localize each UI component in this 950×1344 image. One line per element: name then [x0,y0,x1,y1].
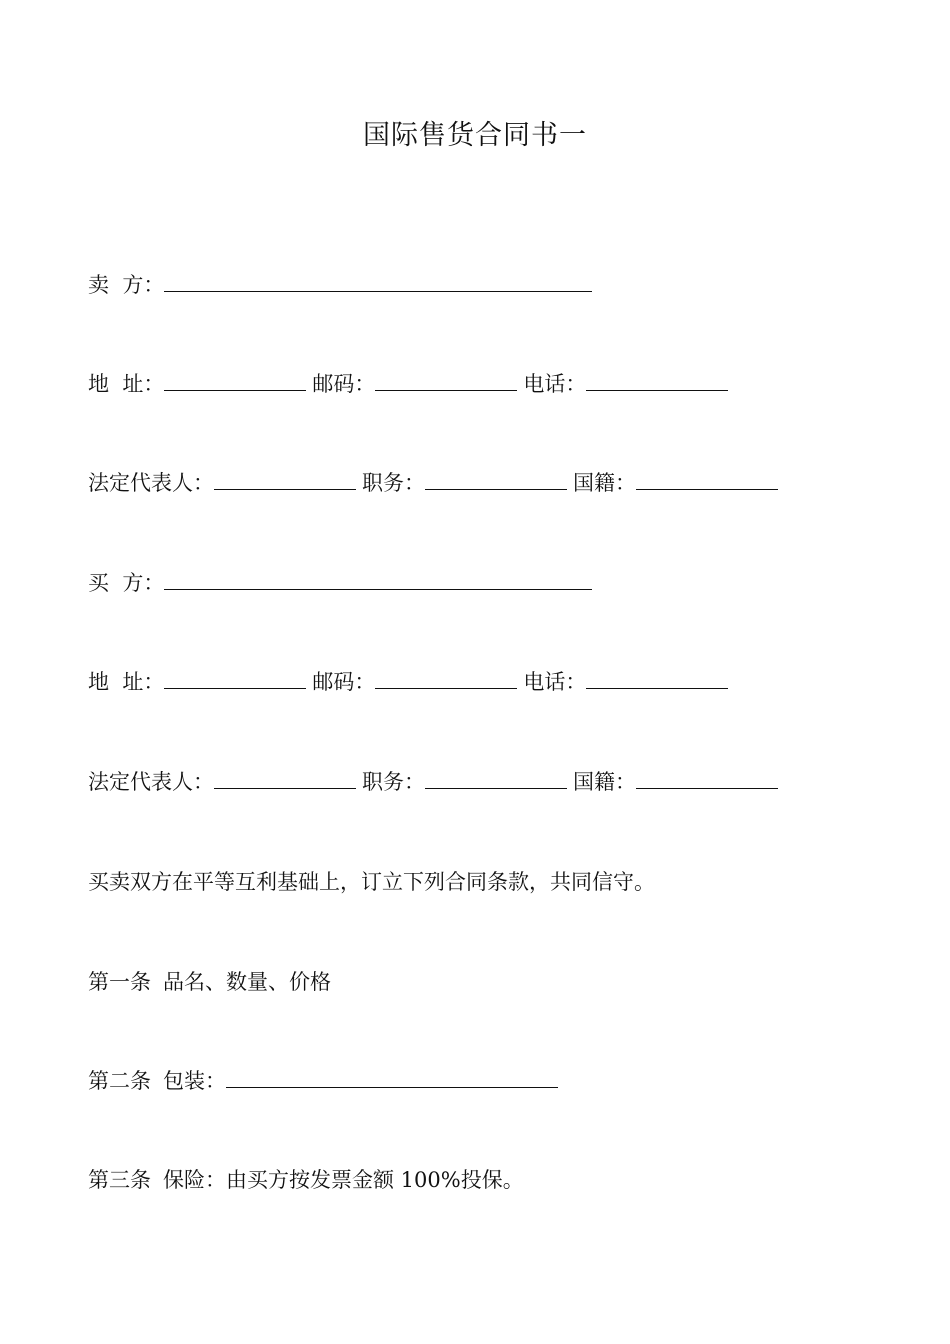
buyer-position-label: 职务： [362,770,425,794]
buyer-nationality-label: 国籍： [573,770,636,794]
seller-position-blank[interactable] [425,470,567,490]
article-3 [88,1165,524,1195]
seller-rep-blank[interactable] [214,470,356,490]
seller-nationality-label: 国籍： [573,471,636,495]
article-1 [88,967,331,997]
buyer-contact-line [88,667,734,697]
seller-nationality-blank[interactable] [636,470,778,490]
seller-name-blank[interactable] [164,272,592,292]
seller-address-blank[interactable] [164,371,306,391]
buyer-address-label: 地 址： [88,670,165,694]
seller-position-label: 职务： [362,471,425,495]
seller-postcode-blank[interactable] [375,371,517,391]
seller-rep-label: 法定代表人： [88,471,214,495]
article-2 [88,1066,564,1096]
article-text: 包装： [163,1069,226,1093]
seller-rep-line [88,468,784,498]
buyer-phone-label: 电话： [523,670,587,694]
seller-phone-label: 电话： [523,372,587,396]
article-number: 第二条 [88,1069,151,1093]
buyer-name-blank[interactable] [164,570,592,590]
article-text: 保险：由买方按发票金额 100%投保。 [163,1168,524,1192]
buyer-rep-label: 法定代表人： [88,770,214,794]
buyer-address-blank[interactable] [164,669,306,689]
buyer-nationality-blank[interactable] [636,769,778,789]
buyer-rep-line [88,767,784,797]
document-title: 国际售货合同书一 [363,120,587,151]
buyer-label: 买 方： [88,571,165,595]
buyer-postcode-blank[interactable] [375,669,517,689]
seller-phone-blank[interactable] [586,371,728,391]
article-text: 品名、数量、价格 [163,970,331,994]
seller-postcode-label: 邮码： [312,372,376,396]
buyer-position-blank[interactable] [425,769,567,789]
article-number: 第三条 [88,1168,151,1192]
seller-contact-line [88,369,734,399]
article-number: 第一条 [88,970,151,994]
packaging-blank[interactable] [226,1068,558,1088]
buyer-line [88,568,598,598]
seller-line [88,270,598,300]
seller-label: 卖 方： [88,273,165,297]
buyer-rep-blank[interactable] [214,769,356,789]
seller-address-label: 地 址： [88,372,165,396]
buyer-postcode-label: 邮码： [312,670,376,694]
buyer-phone-blank[interactable] [586,669,728,689]
intro-paragraph: 买卖双方在平等互利基础上，订立下列合同条款，共同信守。 [88,870,655,894]
